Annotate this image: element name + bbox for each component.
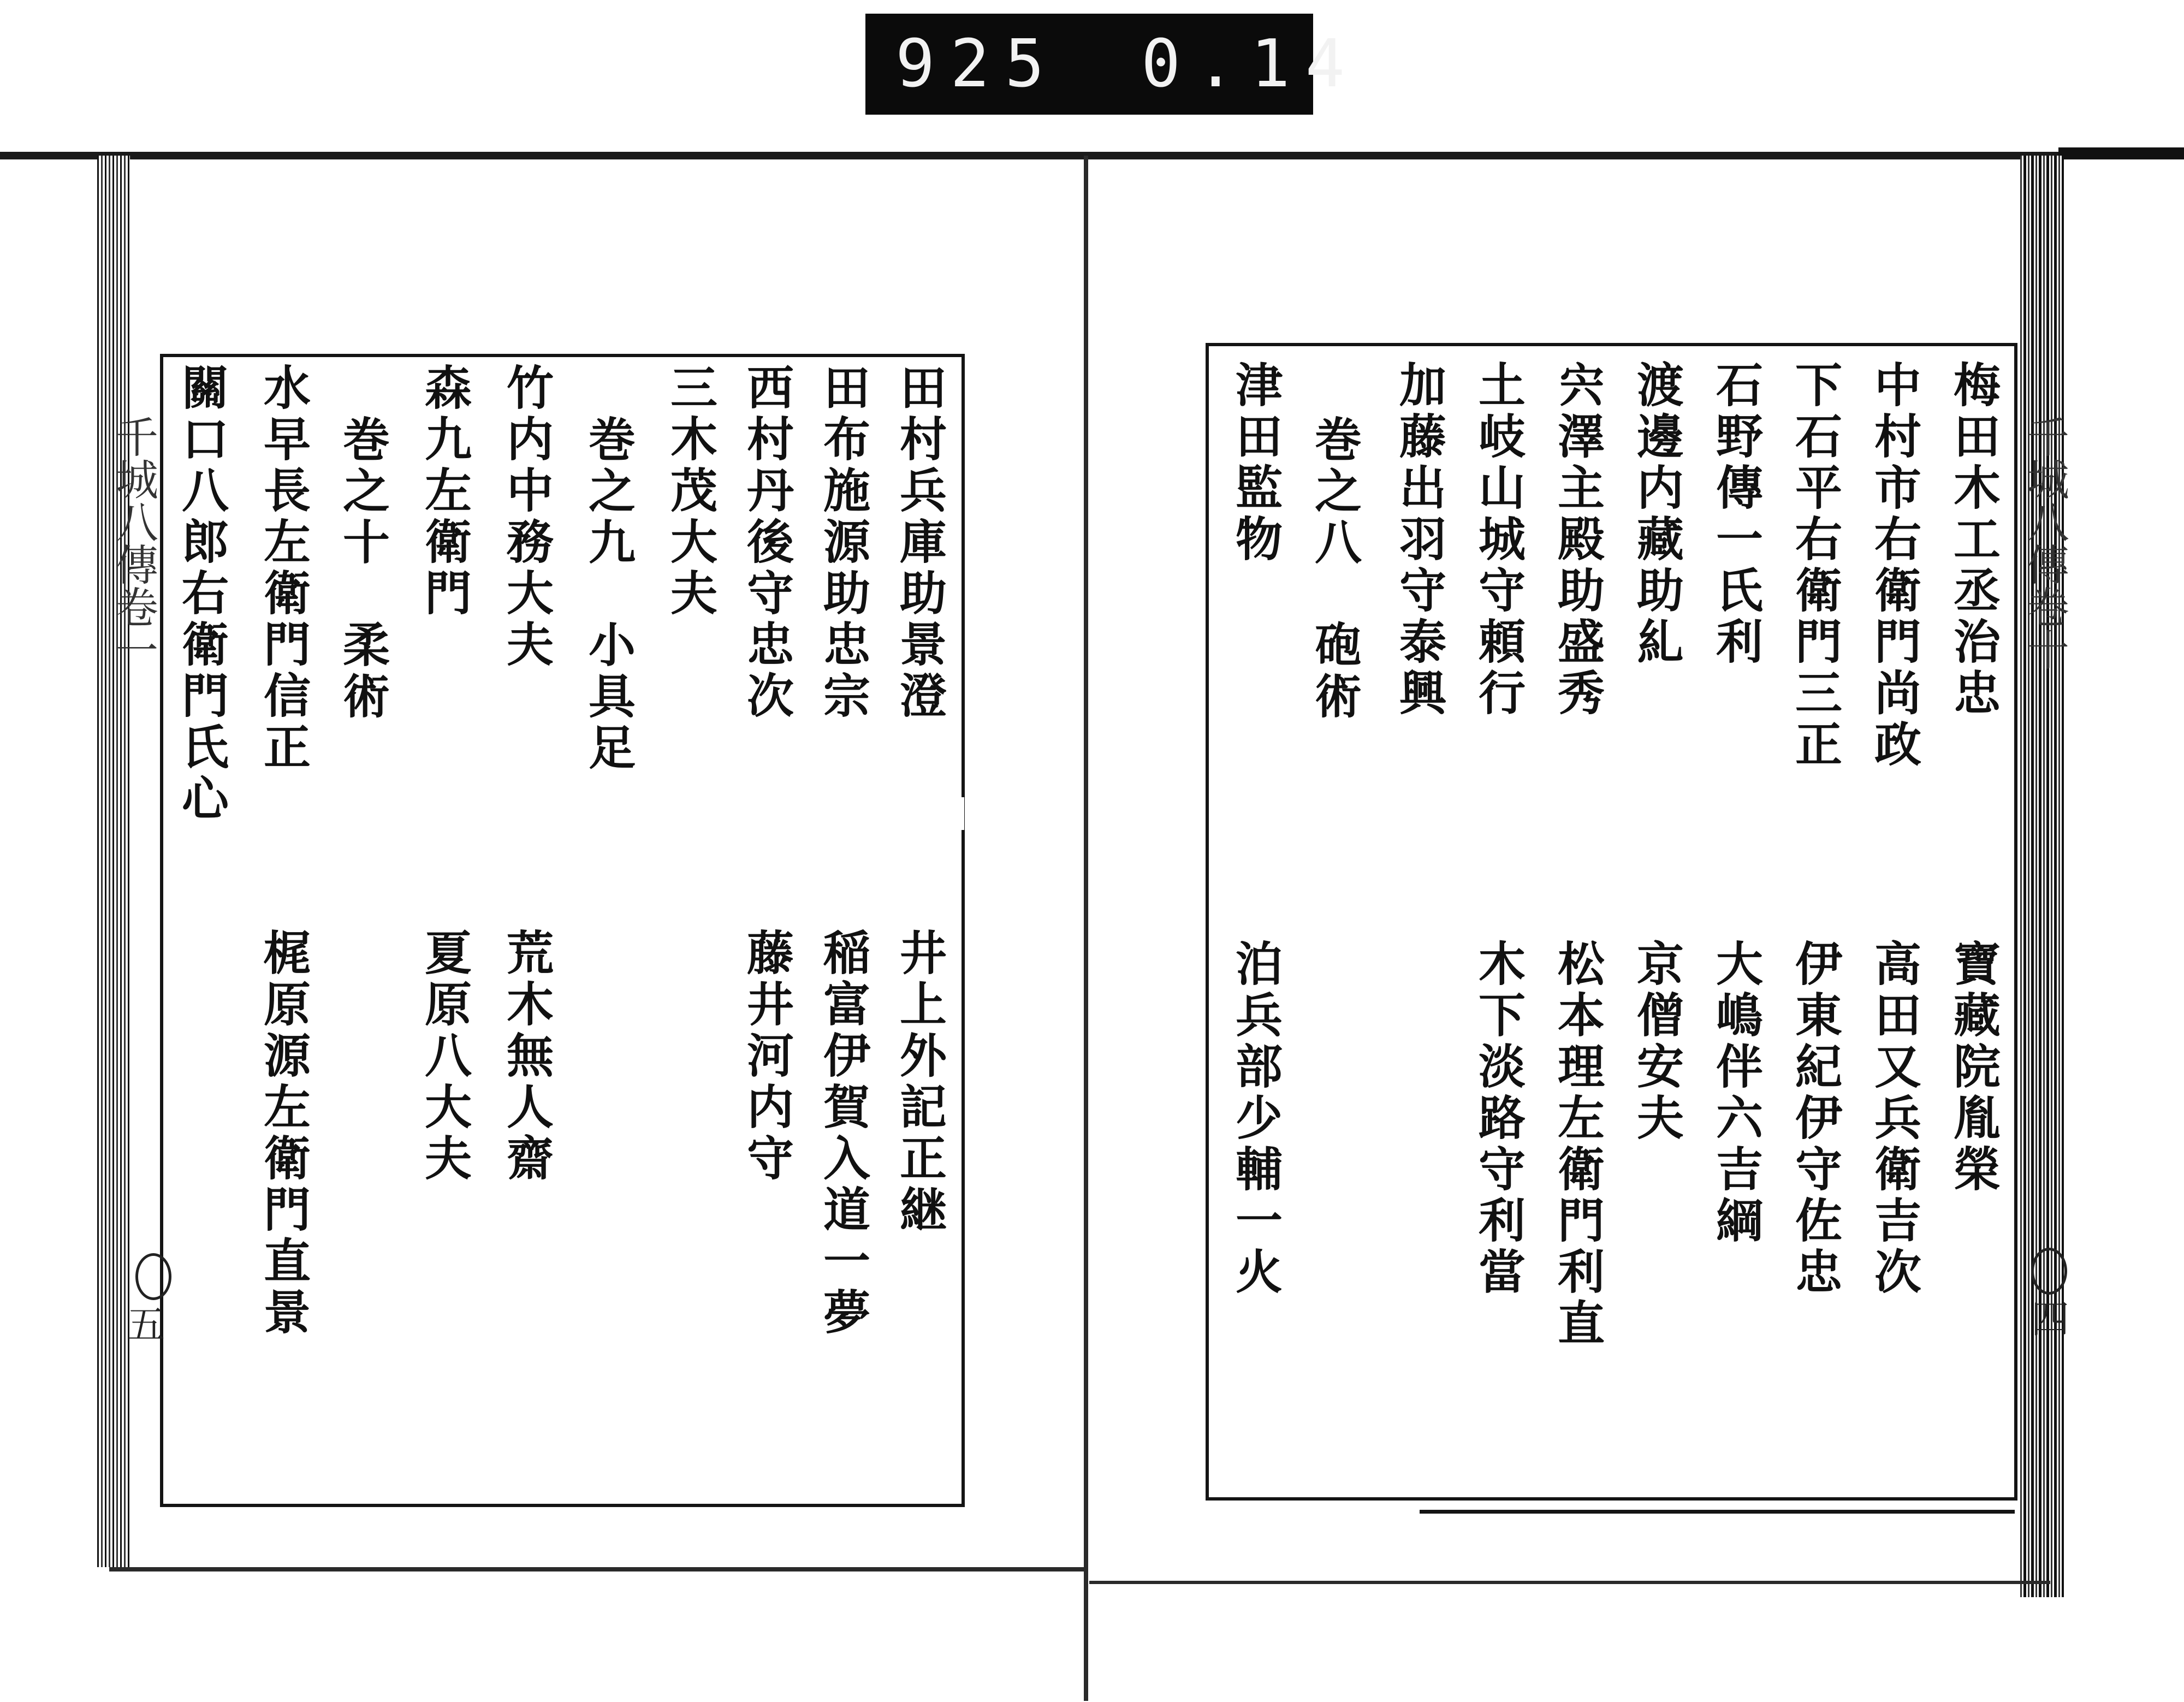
entry-column: 伊東紀伊守佐忠 [1787,939,1842,1298]
entry-column: 井上外記正継 [892,928,947,1236]
volume-heading: 巻之八 砲術 [1307,415,1362,723]
entry-column: 松本理左衛門利直 [1550,939,1605,1350]
left-page-bottom-edge [109,1567,1087,1571]
left-page-number: 五 [127,1302,165,1347]
entry-column: 夏原八大夫 [417,928,472,1185]
film-counter [865,14,1360,115]
left-page-edge [97,156,130,1567]
entry-column: 荒木無人齋 [498,928,554,1185]
entry-column: 稲富伊賀入道一夢 [815,928,870,1339]
volume-heading: 巻之九 小具足 [580,415,636,774]
entry-column: 藤井河内守 [739,928,794,1185]
entry-column: 京僧安夫 [1629,939,1684,1144]
entry-column: 下石平右衛門三正 [1787,360,1842,771]
entry-column: 津田監物 [1227,360,1283,566]
right-page-edge [2020,156,2069,1597]
right-frame-bottom-rule [1420,1510,2015,1514]
counter-left: 925 [895,26,1060,102]
book-gutter [1084,156,1088,1701]
entry-column: 加藤出羽守泰興 [1391,360,1446,720]
volume-heading: 巻之十 柔術 [335,415,390,723]
right-page-bottom-edge [1089,1581,2050,1584]
entry-column: 寶藏院胤榮 [1945,939,2001,1196]
entry-column: 高田又兵衛吉次 [1866,939,1921,1298]
entry-column: 西村丹後守忠次 [739,363,794,722]
entry-column: 田布施源助忠宗 [815,363,870,722]
entry-column: 中村市右衛門尚政 [1866,360,1921,771]
entry-column: 木下淡路守利當 [1470,939,1526,1298]
entry-column: 森九左衛門 [417,363,472,620]
entry-column: 田村兵庫助景澄 [892,363,947,722]
entry-column: 土岐山城守頼行 [1470,360,1526,720]
entry-column: 石野傳一氏利 [1708,360,1763,668]
entry-column: 渡邊内藏助糺 [1629,360,1684,668]
frame-gap [956,797,964,830]
entry-column: 竹内中務大夫 [498,363,554,671]
entry-column: 水早長左衛門信正 [256,363,311,774]
entry-column: 大嶋伴六吉綱 [1708,939,1763,1247]
right-page-number: 四 [2031,1297,2069,1342]
entry-column: 梅田木工丞治忠 [1945,360,2001,720]
entry-column: 關口八郎右衛門氏心 [174,363,229,825]
binding-hole-left [135,1253,171,1300]
binding-hole-right [2031,1248,2067,1295]
left-margin-title: 千城八傳卷一 [109,415,158,671]
entry-column: 宍澤主殿助盛秀 [1550,360,1605,720]
page-top-edge [0,152,2184,159]
page-top-edge-right [2058,147,2184,159]
entry-column: 梶原源左衛門直景 [256,928,311,1339]
counter-right: 0.14 [1141,26,1360,102]
entry-column: 泊兵部少輔一火 [1227,939,1283,1298]
right-margin-title: 千城八傳卷十 [2020,415,2069,671]
entry-column: 三木茂大夫 [662,363,717,620]
